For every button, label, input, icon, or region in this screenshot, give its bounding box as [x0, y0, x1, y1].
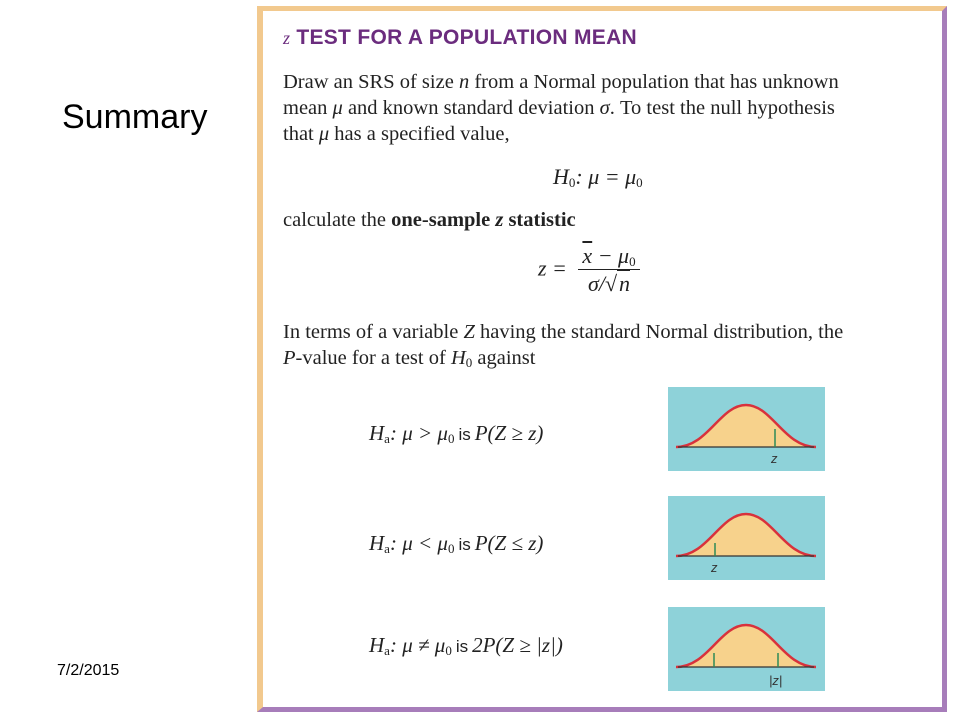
z-statistic-formula: z = $\frac{\overline{x} - \mu_0}{\sigma/√n}$ [538, 243, 640, 298]
z-test-summary-box [257, 6, 947, 712]
curve-panel-two-tail [668, 607, 825, 691]
curve-label-z: z [771, 451, 778, 466]
intro-line-3: that μ has a specified value, [283, 123, 510, 145]
box-heading [283, 26, 637, 50]
normal-curve-upper-tail [668, 387, 825, 471]
curve-panel-upper-tail [668, 387, 825, 471]
slide-date: 7/2/2015 [57, 662, 120, 679]
curve-label-z: z [711, 560, 718, 575]
heading-text: TEST FOR A POPULATION MEAN [296, 26, 637, 49]
intro-line-2: mean μ and known standard deviation σ. To test the null hypothesis [283, 97, 835, 119]
normal-curve-two-tail [668, 607, 825, 691]
terms-line-1: In terms of a variable Z having the standard Normal distribution, the [283, 321, 844, 343]
intro-line-1: Draw an SRS of size n from a Normal population that has unknown [283, 71, 839, 93]
terms-paragraph [283, 319, 933, 371]
slide-title: Summary [62, 98, 208, 136]
alternative-greater: $H_a$: $\mu > \mu_0$ is P(Z ≥ z) [369, 421, 544, 446]
alternative-two-sided: $H_a$: $\mu \ne \mu_0$ is 2P(Z ≥ |z|) [369, 633, 563, 658]
curve-label-abs-z: |z| [769, 673, 783, 688]
calc-line: calculate the one-sample z statistic [283, 209, 576, 231]
normal-curve-lower-tail [668, 496, 825, 580]
heading-z: z [283, 28, 291, 48]
z-fraction: $\frac{\overline{x} - \mu_0}{\sigma/√n}$ [578, 243, 639, 298]
null-hypothesis: $H_0$: $\mu = \mu_0$ [553, 164, 643, 190]
terms-line-2: P-value for a test of $H_0$ against [283, 347, 536, 370]
alternative-less: $H_a$: $\mu < \mu_0$ is P(Z ≤ z) [369, 531, 544, 556]
intro-paragraph [283, 69, 933, 147]
curve-panel-lower-tail [668, 496, 825, 580]
